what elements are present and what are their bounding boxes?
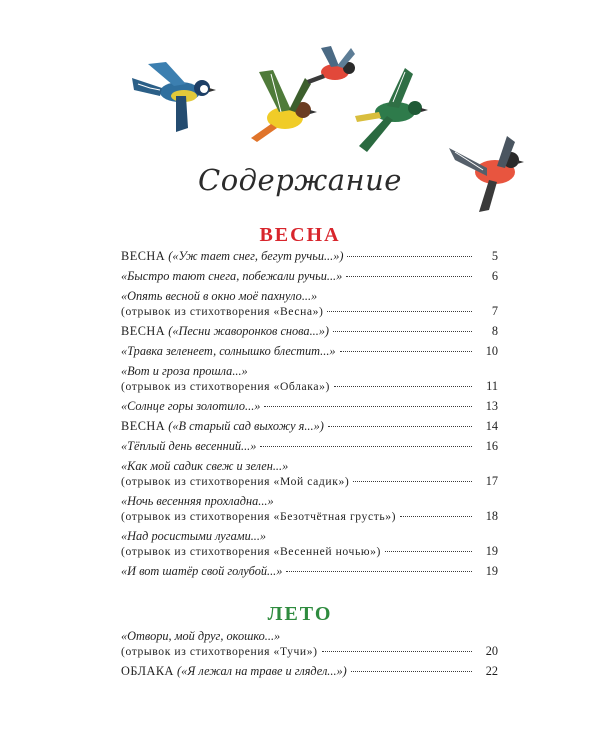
bird-red-small [307,46,355,84]
page-number: 22 [485,664,498,678]
dot-leader [327,311,472,312]
page-title: Содержание [198,163,402,197]
toc-entry[interactable] [121,249,498,264]
page-number: 11 [486,379,498,393]
dot-leader [385,551,472,552]
entry-title: («Я лежал на траве и глядел...») [177,664,347,678]
entry-note: (отрывок из стихотворения «Весна») [121,305,324,318]
page-number: 8 [491,324,498,338]
page-number: 19 [485,544,498,558]
dot-leader [353,481,472,482]
entry-lead: ВЕСНА [121,249,166,263]
entry-title: «Быстро тают снега, побежали ручьи...» [121,269,343,283]
entry-title: «Отвори, мой друг, окошко...» [121,629,281,643]
section-title-summer: ЛЕТО [267,603,333,625]
toc-entry[interactable] [121,344,498,359]
toc-entry[interactable] [121,324,498,339]
page-number: 13 [485,399,498,413]
dot-leader [340,351,472,352]
entry-title: «Над росистыми лугами...» [121,529,267,543]
toc-entry[interactable] [121,364,498,394]
bird-yellow-songbird [251,70,317,142]
toc-entry[interactable] [121,289,498,319]
toc-list-summer [121,629,498,679]
entry-title: «И вот шатёр свой голубой...» [121,564,283,578]
page-number: 20 [485,644,498,658]
page-number: 14 [485,419,498,433]
page-number: 17 [485,474,498,488]
entry-title: «Опять весной в окно моё пахнуло...» [121,289,318,303]
page-number: 10 [485,344,498,358]
toc-entry[interactable] [121,439,498,454]
toc-entry[interactable] [121,419,498,434]
dot-leader [322,651,472,652]
toc-entry[interactable] [121,399,498,414]
page-number: 6 [491,269,498,283]
bird-blue-tit [132,62,216,132]
entry-lead: ВЕСНА [121,419,166,433]
page-number: 7 [491,304,498,318]
entry-title: «Ночь весенняя прохладна...» [121,494,274,508]
dot-leader [264,406,472,407]
page-number: 19 [485,564,498,578]
entry-note: (отрывок из стихотворения «Весенней ночью») [121,545,381,558]
entry-title: «Травка зеленеет, солнышко блестит...» [121,344,336,358]
dot-leader [328,426,472,427]
entry-lead: ВЕСНА [121,324,166,338]
dot-leader [346,276,472,277]
entry-title: («Песни жаворонков снова...») [168,324,330,338]
toc-entry[interactable] [121,664,498,679]
dot-leader [400,516,472,517]
toc-list-spring [121,249,498,579]
dot-leader [286,571,472,572]
dot-leader [333,331,472,332]
entry-note: (отрывок из стихотворения «Безотчётная грусть») [121,510,397,523]
entry-title: («Уж тает снег, бегут ручьи...») [168,249,344,263]
dot-leader [334,386,472,387]
toc-entry[interactable] [121,629,498,659]
entry-title: («В старый сад выхожу я...») [168,419,324,433]
entry-title: «Как мой садик свеж и зелен...» [121,459,289,473]
entry-note: (отрывок из стихотворения «Тучи») [121,645,318,658]
entry-lead: ОБЛАКА [121,664,174,678]
entry-title: «Солнце горы золотило...» [121,399,261,413]
page-number: 5 [491,249,498,263]
bird-green-swallow [355,68,428,152]
toc-entry[interactable] [121,269,498,284]
toc-entry[interactable] [121,494,498,524]
entry-note: (отрывок из стихотворения «Облака») [121,380,330,393]
dot-leader [260,446,472,447]
toc-entry[interactable] [121,564,498,579]
toc-entry[interactable] [121,529,498,559]
dot-leader [351,671,472,672]
section-title-spring: ВЕСНА [259,224,341,246]
entry-title: «Тёплый день весенний...» [121,439,257,453]
dot-leader [347,256,472,257]
entry-title: «Вот и гроза прошла...» [121,364,248,378]
page-number: 16 [485,439,498,453]
toc-entry[interactable] [121,459,498,489]
entry-note: (отрывок из стихотворения «Мой садик») [121,475,350,488]
page-number: 18 [485,509,498,523]
